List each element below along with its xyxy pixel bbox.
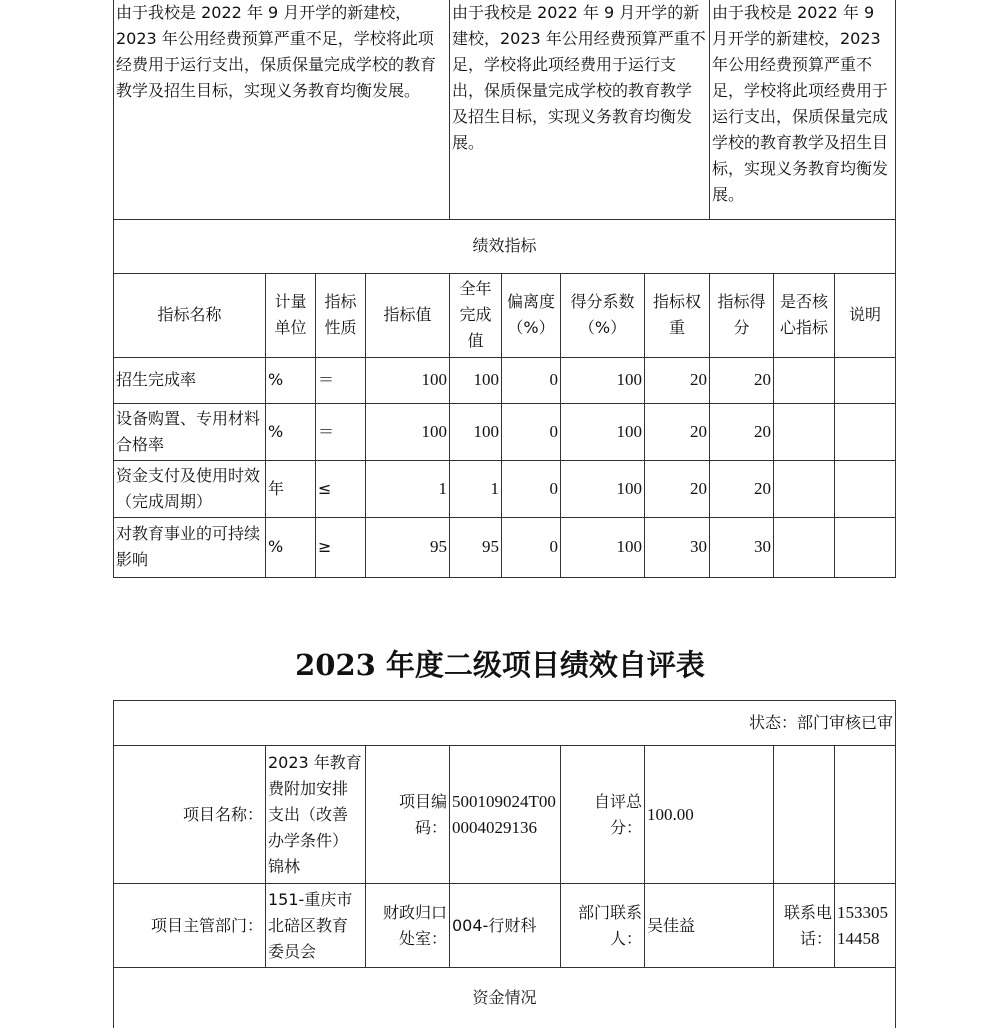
section-header-funds: 资金情况 [114, 968, 896, 1028]
indicator-nature: ≤ [316, 460, 366, 517]
project-name-value: 2023 年教育费附加安排支出（改善办学条件）锦林 [266, 746, 366, 884]
indicator-note [835, 403, 896, 460]
document-title: 2023 年度二级项目绩效自评表 [295, 648, 705, 682]
indicator-name: 对教育事业的可持续影响 [114, 517, 266, 577]
indicator-score: 20 [710, 357, 774, 403]
project-code-label: 项目编码： [366, 746, 450, 884]
empty-cell [774, 746, 835, 884]
self-score-value: 100.00 [645, 746, 774, 884]
table-row [114, 517, 896, 577]
self-score-label: 自评总分： [561, 746, 645, 884]
indicator-core [774, 357, 835, 403]
section-header-performance: 绩效指标 [114, 219, 896, 273]
header-deviation: 偏离度（%） [502, 273, 561, 357]
header-value: 指标值 [366, 273, 450, 357]
indicator-nature: ＝ [316, 357, 366, 403]
contact-person-value: 吴佳益 [645, 884, 774, 968]
description-cell-3: 由于我校是 2022 年 9 月开学的新建校，2023 年公用经费预算严重不足，学校将此项经费用于运行支出，保质保量完成学校的教育教学及招生目标，实现义务教育均衡发展。 [710, 0, 896, 219]
indicator-weight: 20 [645, 460, 710, 517]
department-label: 项目主管部门： [114, 884, 266, 968]
header-coefficient: 得分系数（%） [561, 273, 645, 357]
finance-office-value: 004-行财科 [450, 884, 561, 968]
phone-label: 联系电话： [774, 884, 835, 968]
indicator-coefficient: 100 [561, 403, 645, 460]
indicator-value: 100 [366, 403, 450, 460]
header-core: 是否核心指标 [774, 273, 835, 357]
indicator-value: 95 [366, 517, 450, 577]
indicator-annual: 100 [450, 357, 502, 403]
indicator-core [774, 517, 835, 577]
indicator-deviation: 0 [502, 460, 561, 517]
empty-cell [835, 746, 896, 884]
department-value: 151-重庆市北碚区教育委员会 [266, 884, 366, 968]
finance-office-label: 财政归口处室： [366, 884, 450, 968]
indicator-coefficient: 100 [561, 517, 645, 577]
header-note: 说明 [835, 273, 896, 357]
indicator-name: 招生完成率 [114, 357, 266, 403]
indicator-score: 20 [710, 460, 774, 517]
indicator-deviation: 0 [502, 403, 561, 460]
indicator-score: 20 [710, 403, 774, 460]
header-score: 指标得分 [710, 273, 774, 357]
indicator-header-row [114, 273, 896, 357]
table-row [114, 403, 896, 460]
header-unit: 计量单位 [266, 273, 316, 357]
indicator-core [774, 403, 835, 460]
indicator-weight: 20 [645, 403, 710, 460]
header-nature: 指标性质 [316, 273, 366, 357]
indicator-deviation: 0 [502, 357, 561, 403]
indicator-nature: ≥ [316, 517, 366, 577]
contact-person-label: 部门联系人： [561, 884, 645, 968]
indicator-value: 1 [366, 460, 450, 517]
indicator-unit: % [266, 517, 316, 577]
header-indicator-name: 指标名称 [114, 273, 266, 357]
indicator-note [835, 357, 896, 403]
header-annual: 全年完成值 [450, 273, 502, 357]
description-cell-2: 由于我校是 2022 年 9 月开学的新建校，2023 年公用经费预算严重不足，学校将此项经费用于运行支出，保质保量完成学校的教育教学及招生目标，实现义务教育均衡发展。 [450, 0, 710, 219]
indicator-note [835, 517, 896, 577]
header-weight: 指标权重 [645, 273, 710, 357]
status-text: 状态：部门审核已审 [114, 701, 896, 746]
indicator-coefficient: 100 [561, 460, 645, 517]
indicator-value: 100 [366, 357, 450, 403]
description-cell-1: 由于我校是 2022 年 9 月开学的新建校，2023 年公用经费预算严重不足，学校将此项经费用于运行支出，保质保量完成学校的教育教学及招生目标，实现义务教育均衡发展。 [114, 0, 450, 219]
table-row [114, 357, 896, 403]
indicator-annual: 100 [450, 403, 502, 460]
project-info-table [113, 700, 896, 1028]
project-name-row [114, 746, 896, 884]
project-name-label: 项目名称： [114, 746, 266, 884]
indicator-unit: 年 [266, 460, 316, 517]
indicator-score: 30 [710, 517, 774, 577]
indicator-coefficient: 100 [561, 357, 645, 403]
table-row [114, 460, 896, 517]
indicator-core [774, 460, 835, 517]
indicator-annual: 1 [450, 460, 502, 517]
indicator-weight: 30 [645, 517, 710, 577]
indicator-unit: % [266, 403, 316, 460]
indicator-annual: 95 [450, 517, 502, 577]
indicator-name: 设备购置、专用材料合格率 [114, 403, 266, 460]
indicator-note [835, 460, 896, 517]
indicator-weight: 20 [645, 357, 710, 403]
phone-value: 15330514458 [835, 884, 896, 968]
indicator-unit: % [266, 357, 316, 403]
description-row [114, 0, 896, 219]
department-row [114, 884, 896, 968]
indicator-name: 资金支付及使用时效（完成周期） [114, 460, 266, 517]
indicator-nature: ＝ [316, 403, 366, 460]
performance-indicator-table [113, 0, 896, 578]
project-code-value: 500109024T000004029136 [450, 746, 561, 884]
indicator-deviation: 0 [502, 517, 561, 577]
